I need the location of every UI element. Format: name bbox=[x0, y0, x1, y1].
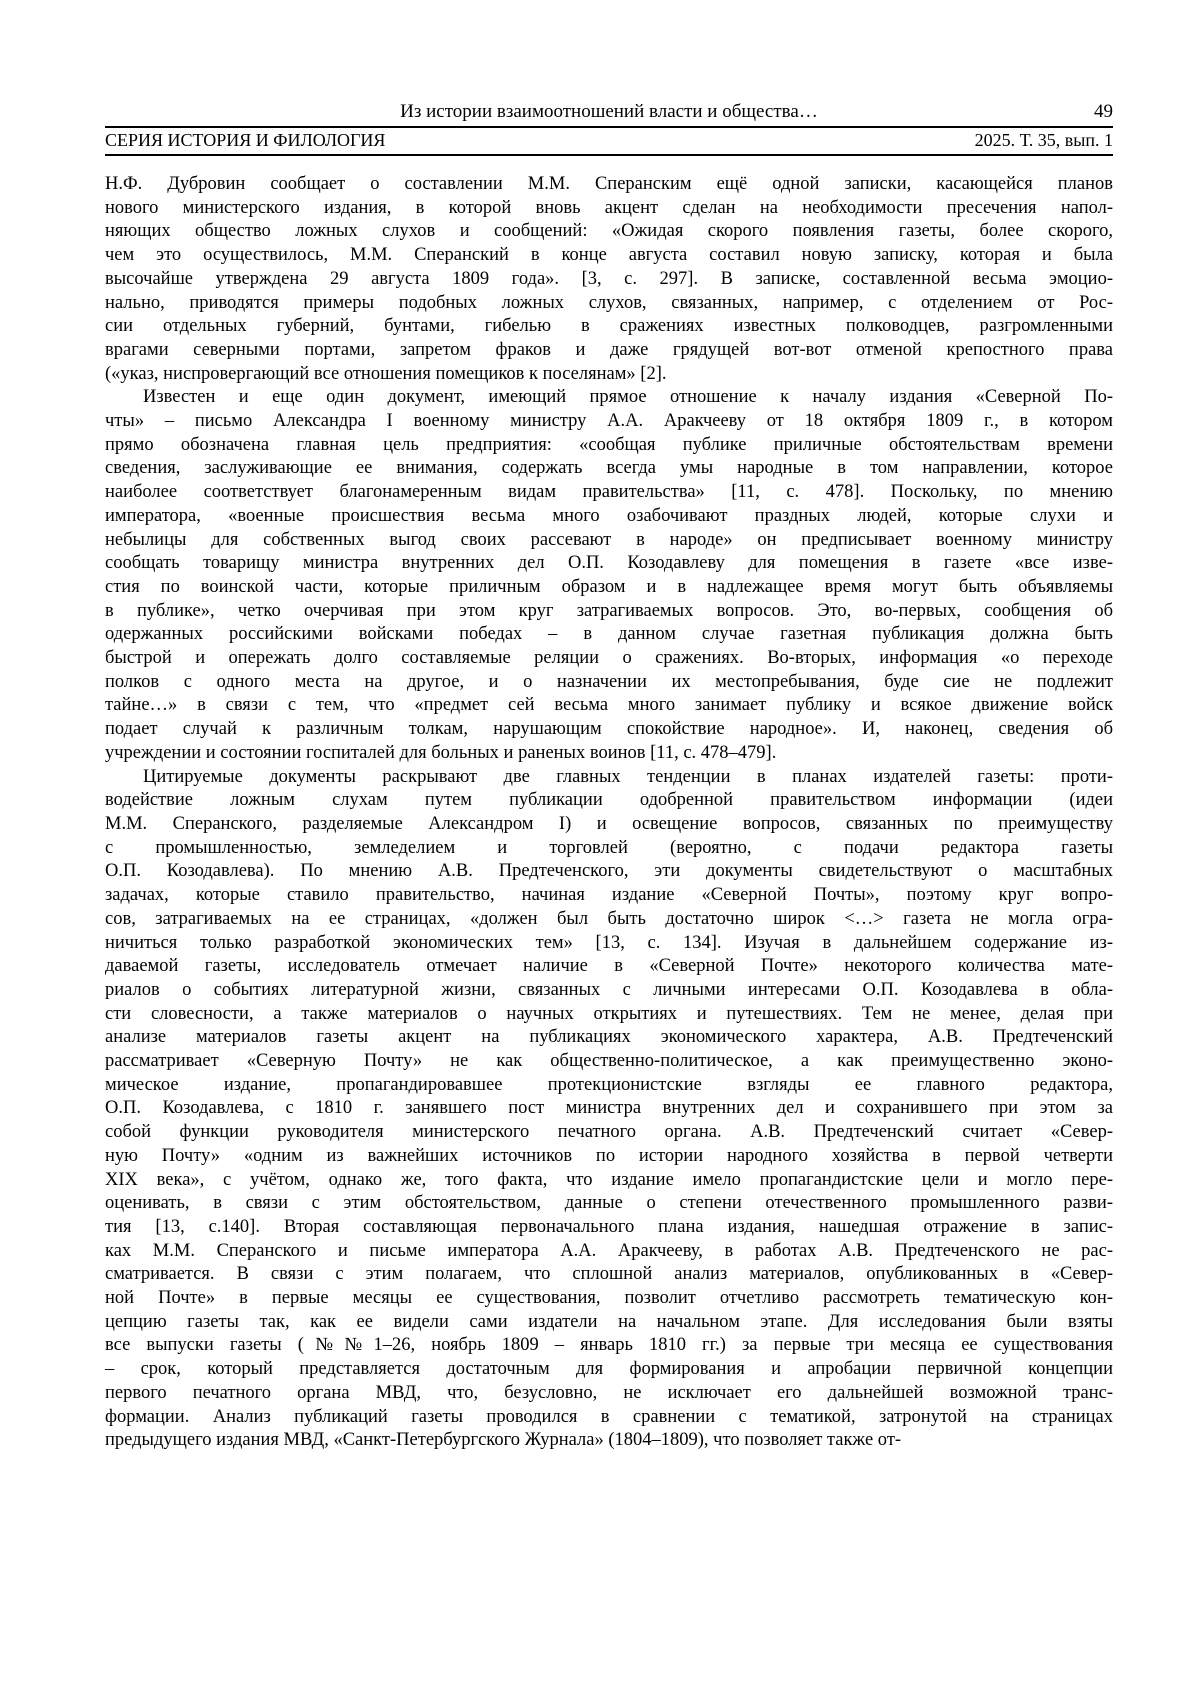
text-line: задачах, которые ставило правительство, начиная издание «Северной Почты», поэтому круг вопро- bbox=[105, 885, 1113, 906]
text-line: риалов о событиях литературной жизни, связанных с личными интересами О.П. Козодавлева в обла- bbox=[105, 979, 1113, 1000]
text-line: – срок, который представляется достаточным для формирования и апробации первичной концепции bbox=[105, 1359, 1113, 1380]
text-line: нового министерского издания, в которой вновь акцент сделан на необходимости пресечения напол- bbox=[105, 197, 1113, 218]
text-line: ную Почту» «одним из важнейших источников по истории народного хозяйства в первой четверти bbox=[105, 1145, 1113, 1166]
text-line: О.П. Козодавлева, с 1810 г. занявшего пост министра внутренних дел и сохранившего при этом за bbox=[105, 1098, 1113, 1119]
text-line: сведения, заслуживающие ее внимания, содержать всегда умы народные в том направлении, которое bbox=[105, 458, 1113, 479]
text-line: высочайше утверждена 29 августа 1809 года». [3, с. 297]. В записке, составленной весьма эмоцио- bbox=[105, 268, 1113, 289]
text-line: полков с одного места на другое, и о назначении их местопребывания, буде сие не подлежит bbox=[105, 671, 1113, 692]
text-line: ной Почте» в первые месяцы ее существования, позволит отчетливо рассмотреть тематическую кон- bbox=[105, 1288, 1113, 1309]
text-line: О.П. Козодавлева). По мнению А.В. Предтеченского, эти документы свидетельствуют о масштабных bbox=[105, 861, 1113, 882]
text-line: тайне…» в связи с тем, что «предмет сей весьма много занимает публику и всякое движение войск bbox=[105, 695, 1113, 716]
text-line: чем это осуществилось, М.М. Сперанский в конце августа составил новую записку, которая и была bbox=[105, 245, 1113, 266]
text-line: учреждении и состоянии госпиталей для больных и раненых воинов [11, с. 478–479]. bbox=[105, 742, 777, 763]
text-line: сии отдельных губерний, бунтами, гибелью в сражениях известных полководцев, разгромленными bbox=[105, 316, 1113, 337]
paragraph bbox=[105, 766, 1113, 1453]
text-line: формации. Анализ публикаций газеты проводился в сравнении с тематикой, затронутой на страницах bbox=[105, 1406, 1113, 1427]
page-header bbox=[105, 100, 1113, 128]
text-line: предыдущего издания МВД, «Санкт-Петербургского Журнала» (1804–1809), что позволяет также от- bbox=[105, 1430, 902, 1451]
text-line: ках М.М. Сперанского и письме императора А.А. Аракчееву, в работах А.В. Предтеченского не рас- bbox=[105, 1240, 1113, 1261]
text-line: Известен и еще один документ, имеющий прямое отношение к началу издания «Северной По- bbox=[143, 387, 1113, 408]
text-line: сообщать товарищу министра внутренних дел О.П. Козодавлеву для помещения в газете «все изве- bbox=[105, 553, 1113, 574]
text-line: («указ, ниспровергающий все отношения помещиков к поселянам» [2]. bbox=[105, 363, 667, 384]
text-line: подает случай к различным толкам, нарушающим спокойствие народное». И, наконец, сведения об bbox=[105, 719, 1113, 740]
text-line: оценивать, в связи с этим обстоятельством, данные о степени отечественного промышленного разви- bbox=[105, 1193, 1113, 1214]
paragraph bbox=[105, 173, 1113, 386]
text-line: тия [13, с.140]. Вторая составляющая первоначального плана издания, нашедшая отражение в запис- bbox=[105, 1216, 1113, 1237]
text-line: XIX века», с учётом, однако же, того факта, что издание имело пропагандистские цели и могло пере- bbox=[105, 1169, 1113, 1190]
text-line: одержанных российскими войсками победах – в данном случае газетная публикация должна быть bbox=[105, 624, 1113, 645]
volume-issue: 2025. Т. 35, вып. 1 bbox=[974, 130, 1113, 150]
text-line: в публике», четко очерчивая при этом круг затрагиваемых вопросов. Это, во-первых, сообщения об bbox=[105, 600, 1113, 621]
text-line: цепцию газеты так, как ее видели сами издатели на начальном этапе. Для исследования были взяты bbox=[105, 1311, 1113, 1332]
text-line: сти словесности, а также материалов о научных открытиях и путешествиях. Тем не менее, делая при bbox=[105, 1003, 1113, 1024]
text-line: Н.Ф. Дубровин сообщает о составлении М.М. Сперанским ещё одной записки, касающейся планов bbox=[105, 174, 1113, 194]
page-content bbox=[105, 100, 1113, 1453]
text-line: собой функции руководителя министерского печатного органа. А.В. Предтеченский считает «Север- bbox=[105, 1122, 1113, 1143]
text-line: быстрой и опережать долго составляемые реляции о сражениях. Во-вторых, информация «о переходе bbox=[105, 648, 1113, 669]
text-line: даваемой газеты, исследователь отмечает наличие в «Северной Почте» некоторого количества мате- bbox=[105, 956, 1113, 977]
text-line: сов, затрагиваемых на ее страницах, «должен был быть достаточно широк <…> газета не могла огра- bbox=[105, 908, 1113, 929]
series-row bbox=[105, 128, 1113, 156]
body-text bbox=[105, 173, 1113, 1453]
text-line: врагами северными портами, запретом фраков и даже грядущей вот-вот отменой крепостного права bbox=[105, 339, 1113, 360]
text-line: небылицы для собственных выгод своих рассевают в народе» он предписывает военному министру bbox=[105, 529, 1113, 550]
text-line: М.М. Сперанского, разделяемые Александром I) и освещение вопросов, связанных по преимуществу bbox=[105, 813, 1113, 834]
text-line: с промышленностью, земледелием и торговлей (вероятно, с подачи редактора газеты bbox=[105, 837, 1113, 858]
running-title: Из истории взаимоотношений власти и общества… bbox=[400, 101, 818, 122]
text-line: императора, «военные происшествия весьма много озабочивают праздных людей, которые слухи и bbox=[105, 505, 1113, 526]
text-line: мическое издание, пропагандировавшее протекционистские взгляды ее главного редактора, bbox=[105, 1074, 1113, 1095]
text-line: нально, приводятся примеры подобных ложных слухов, связанных, например, с отделением от Рос- bbox=[105, 292, 1113, 313]
text-line: сматривается. В связи с этим полагаем, что сплошной анализ материалов, опубликованных в «Север- bbox=[105, 1264, 1113, 1285]
text-line: анализе материалов газеты акцент на публикациях экономического характера, А.В. Предтеченский bbox=[105, 1027, 1113, 1048]
text-line: наиболее соответствует благонамеренным видам правительства» [11, с. 478]. Поскольку, по мнению bbox=[105, 482, 1113, 503]
text-line: стия по воинской части, которые приличным образом и в надлежащее время могут быть объявляемы bbox=[105, 576, 1113, 597]
text-line: первого печатного органа МВД, что, безусловно, не исключает его дальнейшей возможной транс- bbox=[105, 1382, 1113, 1403]
paragraph bbox=[105, 386, 1113, 765]
text-line: ничиться только разработкой экономических тем» [13, с. 134]. Изучая в дальнейшем содержание из- bbox=[105, 932, 1113, 953]
text-line: рассматривает «Северную Почту» не как общественно-политическое, а как преимущественно эконо- bbox=[105, 1051, 1113, 1072]
text-line: водействие ложным слухам путем публикации одобренной правительством информации (идеи bbox=[105, 790, 1113, 811]
text-line: чты» – письмо Александра I военному министру А.А. Аракчееву от 18 октября 1809 г., в котором bbox=[105, 411, 1113, 432]
series-title: СЕРИЯ ИСТОРИЯ И ФИЛОЛОГИЯ bbox=[105, 130, 386, 150]
text-line: прямо обозначена главная цель предприятия: «сообщая публике приличные обстоятельствам времени bbox=[105, 434, 1113, 455]
text-line: Цитируемые документы раскрывают две главных тенденции в планах издателей газеты: проти- bbox=[143, 766, 1113, 787]
page-number: 49 bbox=[1094, 101, 1113, 122]
text-line: няющих общество ложных слухов и сообщений: «Ожидая скорого появления газеты, более скорого, bbox=[105, 221, 1113, 242]
text-line: все выпуски газеты (№№1–26, ноябрь 1809 – январь 1810 гг.) за первые три месяца ее существования bbox=[105, 1335, 1113, 1356]
